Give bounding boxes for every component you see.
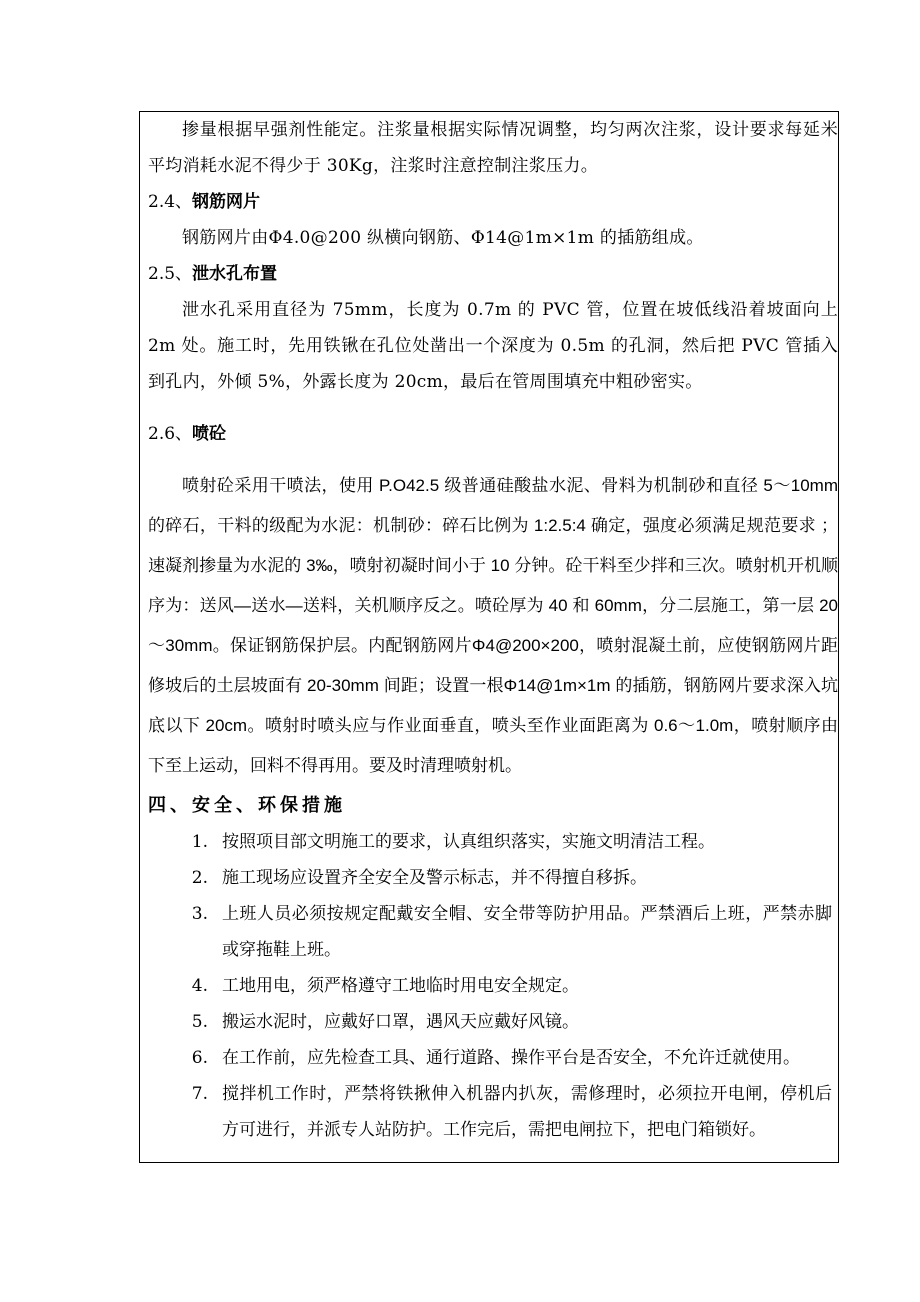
list-item-text: 搬运水泥时，应戴好口罩，遇风天应戴好风镜。 <box>222 1012 579 1032</box>
safety-measures-list <box>148 824 838 1148</box>
list-item-number: 5. <box>191 1012 208 1032</box>
document-content <box>148 112 838 1148</box>
list-item-text: 在工作前，应先检查工具、通行道路、操作平台是否安全，不允许迁就使用。 <box>222 1048 800 1068</box>
list-item-text: 上班人员必须按规定配戴安全帽、安全带等防护用品。严禁酒后上班，严禁赤脚或穿拖鞋上班。 <box>222 904 832 960</box>
list-item <box>148 824 838 860</box>
list-item <box>148 860 838 896</box>
paragraph-grouting: 掺量根据早强剂性能定。注浆量根据实际情况调整，均匀两次注浆，设计要求每延米平均消耗水泥不得少于 30Kg，注浆时注意控制注浆压力。 <box>148 120 838 176</box>
heading-2-6-title: 喷砼 <box>192 424 227 444</box>
list-item <box>148 896 838 968</box>
list-item <box>148 1004 838 1040</box>
list-item <box>148 1076 838 1148</box>
heading-2-6 <box>148 416 838 452</box>
list-item-number: 2. <box>191 868 208 888</box>
heading-2-6-number: 2.6、 <box>148 424 193 444</box>
heading-2-5-number: 2.5、 <box>148 264 193 284</box>
heading-2-4-title: 钢筋网片 <box>192 192 261 212</box>
list-item-number: 3. <box>191 904 208 924</box>
list-item-text: 搅拌机工作时，严禁将铁揪伸入机器内扒灰，需修理时，必须拉开电闸，停机后方可进行，并派专人站防护。工作完后，需把电闸拉下，把电门箱锁好。 <box>222 1084 832 1140</box>
heading-2-4-number: 2.4、 <box>148 192 193 212</box>
heading-2-5 <box>148 256 838 292</box>
list-item-number: 1. <box>191 832 208 852</box>
heading-2-5-title: 泄水孔布置 <box>192 264 278 284</box>
list-item <box>148 968 838 1004</box>
heading-section-4: 四、安全、环保措施 <box>148 795 346 816</box>
list-item <box>148 1040 838 1076</box>
paragraph-rebar-mesh: 钢筋网片由Φ4.0@200 纵横向钢筋、Φ14@1m×1m 的插筋组成。 <box>182 228 704 248</box>
paragraph-drain-holes: 泄水孔采用直径为 75mm，长度为 0.7m 的 PVC 管，位置在坡低线沿着坡面向上 2m 处。施工时，先用铁锹在孔位处凿出一个深度为 0.5m 的孔洞，然后把 PVC 管插入到孔内，外倾 5%，外露长度为 20cm，最后在管周围填充中粗砂密实。 <box>148 300 838 392</box>
list-item-text: 工地用电，须严格遵守工地临时用电安全规定。 <box>222 976 579 996</box>
heading-2-4 <box>148 184 838 220</box>
list-item-number: 6. <box>191 1048 208 1068</box>
list-item-number: 4. <box>191 976 208 996</box>
list-item-text: 施工现场应设置齐全安全及警示标志，并不得擅自移拆。 <box>222 868 647 888</box>
list-item-text: 按照项目部文明施工的要求，认真组织落实，实施文明清洁工程。 <box>222 832 715 852</box>
paragraph-shotcrete: 喷射砼采用干喷法，使用 P.O42.5 级普通硅酸盐水泥、骨料为机制砂和直径 5～10mm 的碎石，干料的级配为水泥：机制砂：碎石比例为 1:2.5:4 确定，强度必须满足规范要求 ；速凝剂掺量为水泥的 3‰，喷射初凝时间小于 10 分钟。砼干料至少拌和三次。喷射机开机顺序为：送风—送水—送料，关机顺序反之。喷砼厚为 40 和 60mm，分二层施工，第一层 20～30mm。保证钢筋保护层。内配钢筋网片Φ4@200×200，喷射混凝土前，应使钢筋网片距修坡后的土层坡面有 20-30mm 间距；设置一根Φ14@1m×1m 的插筋，钢筋网片要求深入坑底以下 20cm。喷射时喷头应与作业面垂直，喷头至作业面距离为 0.6～1.0m，喷射顺序由下至上运动，回料不得再用。要及时清理喷射机。 <box>148 476 838 775</box>
list-item-number: 7. <box>191 1084 208 1104</box>
